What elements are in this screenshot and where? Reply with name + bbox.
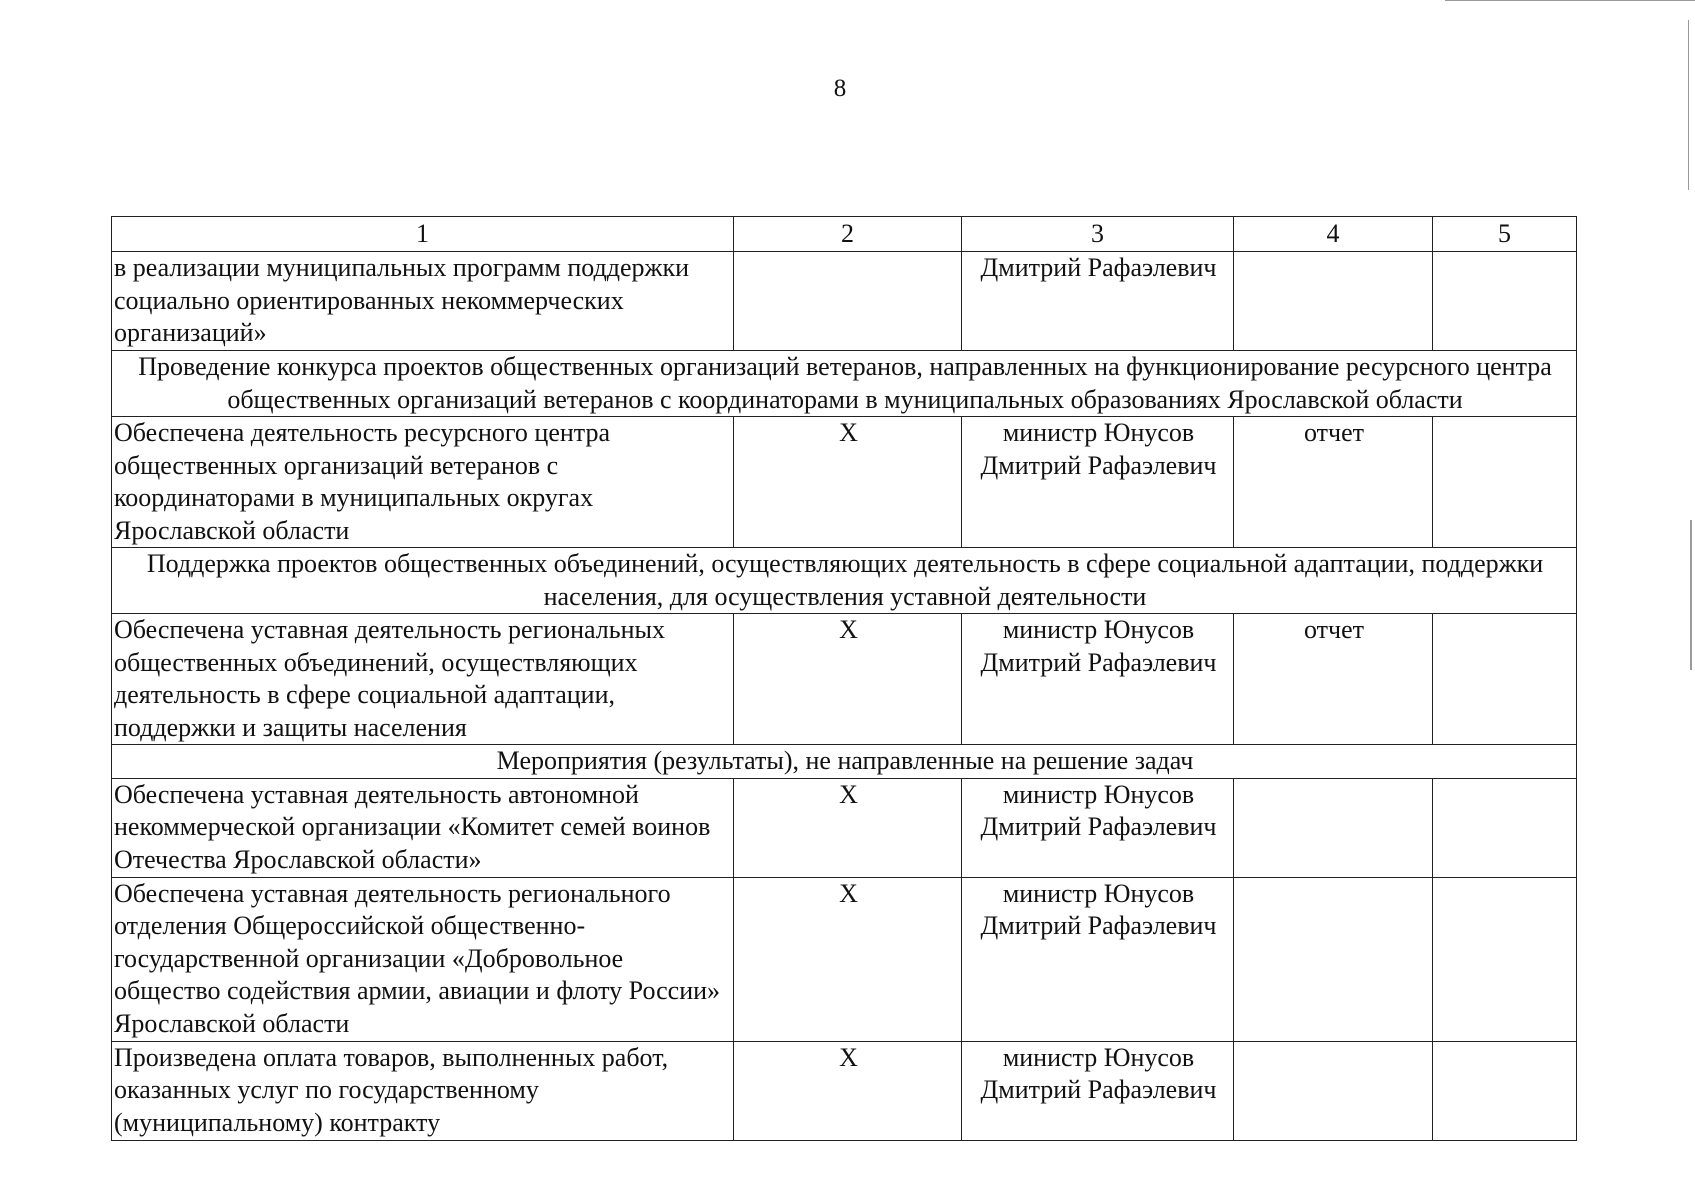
responsible-name: Дмитрий Рафаэлевич (980, 450, 1217, 480)
result-cell: Обеспечена уставная деятельность автономной некоммерческой организации «Комитет семей воинов Отечества Ярославской области» (112, 778, 734, 877)
report-table (111, 216, 1577, 1141)
indicator-cell: X (734, 778, 962, 877)
result-cell: в реализации муниципальных программ поддержки социально ориентированных некоммерческих организаций» (112, 252, 734, 351)
indicator-cell: X (734, 417, 962, 548)
section-row (112, 745, 1577, 779)
scan-edge-right-upper (1688, 20, 1689, 190)
responsible-name: Дмитрий Рафаэлевич (980, 812, 1217, 841)
responsible-position: министр Юнусов (1002, 1042, 1195, 1072)
page-number: 8 (833, 75, 847, 102)
extra-cell (1433, 778, 1577, 877)
indicator-cell (734, 252, 962, 351)
result-cell: Обеспечена деятельность ресурсного центра общественных организаций ветеранов с координаторами в муниципальных округах Ярославской области (112, 417, 734, 548)
section-row (112, 351, 1577, 417)
section-heading: Мероприятия (результаты), не направленные на решение задач (112, 745, 1577, 779)
responsible-cell (962, 417, 1234, 548)
table-row (112, 778, 1577, 877)
table-row (112, 1041, 1577, 1140)
table-row (112, 614, 1577, 745)
document-cell: отчет (1234, 614, 1433, 745)
indicator-cell: X (734, 614, 962, 745)
extra-cell (1433, 614, 1577, 745)
section-row (112, 548, 1577, 614)
header-cell-3: 3 (962, 217, 1234, 252)
table-row (112, 252, 1577, 351)
extra-cell (1433, 417, 1577, 548)
table-header-row (112, 217, 1577, 252)
responsible-name: Дмитрий Рафаэлевич (980, 647, 1217, 677)
result-cell: Обеспечена уставная деятельность региональных общественных объединений, осуществляющих деятельность в сфере социальной адаптации, поддержки и защиты населения (112, 614, 734, 745)
document-cell (1234, 778, 1433, 877)
responsible-position: министр Юнусов (1002, 418, 1195, 447)
scan-edge-right-lower (1690, 520, 1692, 670)
header-cell-4: 4 (1234, 217, 1433, 252)
responsible-cell (962, 614, 1234, 745)
result-cell: Произведена оплата товаров, выполненных работ, оказанных услуг по государственному (муниципальному) контракту (112, 1041, 734, 1140)
responsible-position: министр Юнусов (1002, 615, 1195, 644)
table-row (112, 877, 1577, 1041)
section-heading: Поддержка проектов общественных объединений, осуществляющих деятельность в сфере социальной адаптации, поддержки населения, для осуществления уставной деятельности (112, 548, 1577, 614)
responsible-position: министр Юнусов (1002, 878, 1195, 908)
indicator-cell: X (734, 877, 962, 1041)
responsible-cell (962, 1041, 1234, 1140)
section-heading: Проведение конкурса проектов общественных организаций ветеранов, направленных на функционирование ресурсного центра общественных организаций ветеранов с координаторами в муниципальных образованиях Ярославской области (112, 351, 1577, 417)
extra-cell (1433, 877, 1577, 1041)
document-cell (1234, 877, 1433, 1041)
table-row (112, 417, 1577, 548)
header-cell-1: 1 (112, 217, 734, 252)
header-cell-2: 2 (734, 217, 962, 252)
responsible-position: министр Юнусов (1002, 779, 1195, 809)
responsible-name: Дмитрий Рафаэлевич (980, 911, 1217, 940)
document-cell: отчет (1234, 417, 1433, 548)
extra-cell (1433, 1041, 1577, 1140)
header-cell-5: 5 (1433, 217, 1577, 252)
document-cell (1234, 252, 1433, 351)
result-cell: Обеспечена уставная деятельность регионального отделения Общероссийской общественно-государственной организации «Добровольное общество содействия армии, авиации и флоту России» Ярославской области (112, 877, 734, 1041)
responsible-name: Дмитрий Рафаэлевич (980, 1075, 1217, 1104)
responsible-cell (962, 778, 1234, 877)
indicator-cell: X (734, 1041, 962, 1140)
scan-edge-top-right (1445, 0, 1695, 1)
document-cell (1234, 1041, 1433, 1140)
extra-cell (1433, 252, 1577, 351)
responsible-cell (962, 877, 1234, 1041)
responsible-cell: Дмитрий Рафаэлевич (962, 252, 1234, 351)
